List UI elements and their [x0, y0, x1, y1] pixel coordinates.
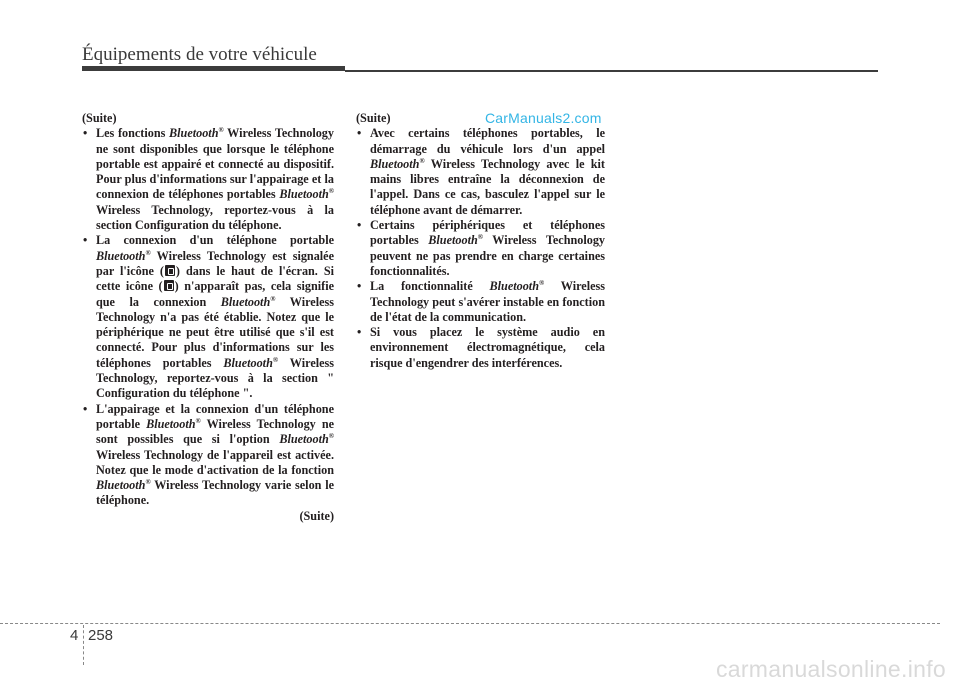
chapter-number: 4 — [70, 627, 79, 644]
registered-mark: ® — [145, 478, 151, 487]
bluetooth-term: Bluetooth — [96, 478, 146, 493]
page-header-title: Équipements de votre véhicule — [82, 44, 317, 65]
registered-mark: ® — [328, 187, 334, 196]
page-number: 258 — [88, 627, 114, 644]
bluetooth-term: Bluetooth — [220, 294, 271, 309]
registered-mark: ® — [145, 248, 151, 257]
bluetooth-term: Bluetooth — [279, 432, 329, 447]
registered-mark: ® — [538, 279, 545, 288]
suite-label-bottom: (Suite) — [299, 508, 334, 523]
bluetooth-term: Bluetooth — [370, 156, 420, 171]
bluetooth-term: Bluetooth — [489, 279, 539, 294]
watermark-carmanuals2: CarManuals2.com — [485, 110, 602, 126]
list-item: • La fonctionnalité Bluetooth® Wireless Technology peut s'avérer instable en fonction de l'état de la communication. — [356, 279, 605, 325]
list-item: • Certains périphériques et téléphones portables Bluetooth® Wireless Technology peuvent ne pas prendre en charge certaines fonctionnalités. — [356, 218, 605, 279]
bluetooth-term: Bluetooth — [223, 355, 273, 370]
registered-mark: ® — [272, 355, 279, 364]
header-rule-thick — [82, 66, 345, 71]
suite-label-top: (Suite) — [356, 111, 391, 125]
list-item: • Avec certains téléphones portables, le démarrage du véhicule lors d'un appel Bluetooth® Wireless Technology avec le kit mains libres entraîne la déconnexion de l'appel. Dans ce cas, basculez l'appel sur le téléphone avant de démarrer. — [356, 126, 605, 218]
registered-mark: ® — [270, 294, 276, 303]
bluetooth-phone-icon — [164, 280, 174, 291]
right-bullet-list — [356, 126, 605, 371]
registered-mark: ® — [195, 416, 201, 425]
footer-vertical-dashed-rule — [83, 625, 84, 665]
footer-dashed-rule — [0, 623, 940, 624]
bluetooth-term: Bluetooth — [146, 416, 196, 431]
list-item: • Les fonctions Bluetooth® Wireless Technology ne sont disponibles que lorsque le téléphone portable est appairé et connecté au dispositif. Pour plus d'informations sur l'appairage et la connexion de téléphones portables Bluetooth® Wireless Technology, reportez-vous à la section Configuration du téléphone. — [82, 126, 334, 233]
bluetooth-phone-icon — [165, 265, 175, 276]
left-bullet-list — [82, 126, 334, 508]
bluetooth-term: Bluetooth — [428, 233, 478, 248]
bluetooth-term: Bluetooth — [279, 187, 329, 202]
header-rule-thin — [345, 70, 878, 72]
watermark-carmanualsonline: carmanualsonline.info — [715, 656, 946, 682]
bluetooth-term: Bluetooth — [169, 126, 219, 141]
suite-label-top: (Suite) — [82, 111, 117, 125]
registered-mark: ® — [218, 126, 224, 135]
registered-mark: ® — [477, 233, 483, 242]
list-item: • L'appairage et la connexion d'un téléphone portable Bluetooth® Wireless Technology ne sont possibles que si l'option Bluetooth® Wireless Technology de l'appareil est activée. Notez que le mode d'activation de la fonction Bluetooth® Wireless Technology varie selon le téléphone. — [82, 402, 334, 509]
list-item: • La connexion d'un téléphone portable Bluetooth® Wireless Technology est signalée par l'icône ( ) dans le haut de l'écran. Si cette icône ( ) n'apparaît pas, cela signifie que la connexion Bluetooth® Wireless Technology n'a pas été établie. Notez que le périphérique ne peut être utilisé que s'il est connecté. Pour plus d'informations sur les téléphones portables Bluetooth® Wireless Technology, reportez-vous à la section " Configuration du téléphone ". — [82, 233, 334, 401]
left-column — [82, 111, 334, 524]
bluetooth-term: Bluetooth — [96, 248, 146, 263]
registered-mark: ® — [419, 156, 425, 165]
right-column — [356, 111, 605, 371]
list-item: • Si vous placez le système audio en environnement électromagnétique, cela risque d'engendrer des interférences. — [356, 325, 605, 371]
registered-mark: ® — [328, 432, 334, 441]
